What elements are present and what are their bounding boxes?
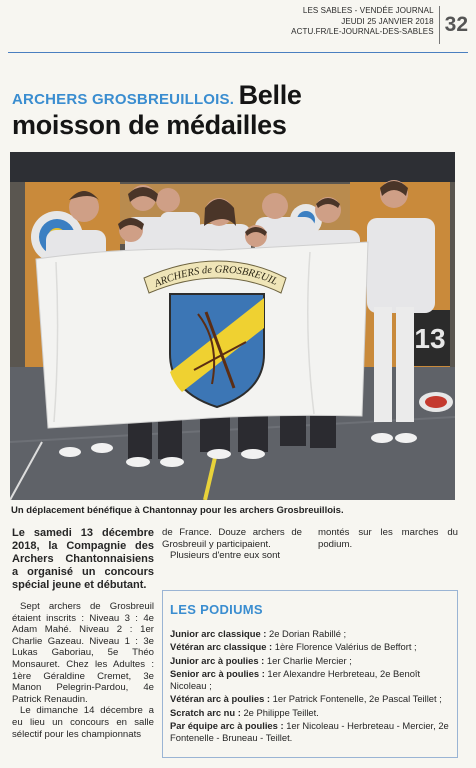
header-website: ACTU.FR/LE-JOURNAL-DES-SABLES [291, 27, 434, 37]
article-paragraph: Le dimanche 14 décembre a eu lieu un concours en salle sélectif pour les championnats [12, 705, 154, 740]
target-number: 13 [414, 323, 446, 354]
article-paragraph: de France. Douze archers de Grosbreuil y participaient. [162, 527, 302, 550]
header-date: JEUDI 25 JANVIER 2018 [341, 16, 434, 26]
header-rule [8, 52, 468, 53]
header-publication: LES SABLES - VENDÉE JOURNAL [302, 6, 434, 15]
podium-results: 2e Philippe Teillet. [240, 706, 319, 718]
podium-category: Par équipe arc à poulies : [170, 719, 284, 731]
podium-category: Vétéran arc à poulies : [170, 693, 271, 705]
article-paragraph: montés sur les marches du podium. [318, 527, 458, 550]
podium-category: Scratch arc nu : [170, 706, 241, 718]
podium-entry [170, 707, 451, 719]
podiums-list [170, 628, 451, 745]
podium-entry [170, 655, 451, 667]
podium-results: 1er Charlie Mercier ; [264, 654, 352, 666]
article-kicker: ARCHERS GROSBREUILLOIS. [12, 91, 235, 108]
podiums-box [162, 590, 458, 758]
podium-results: 1ère Florence Valérius de Beffort ; [272, 641, 417, 653]
podium-category: Vétéran arc classique : [170, 641, 273, 653]
article-lead: Le samedi 13 décembre 2018, la Compagnie des Archers Chantonnaisiens a organisé un concours spécial jeune et débutant. [12, 527, 154, 591]
podium-entry [170, 693, 451, 705]
podium-entry [170, 668, 451, 691]
article-paragraph: Plusieurs d'entre eux sont [170, 550, 281, 562]
flag-text-path: ARCHERS de GROSBREUIL [153, 264, 280, 290]
article-column-3 [318, 527, 458, 550]
podium-results: 2e Dorian Rabillé ; [266, 628, 347, 639]
podium-category: Junior arc classique : [170, 628, 267, 639]
podium-category: Senior arc à poulies : [170, 668, 265, 680]
podium-entry [170, 628, 451, 640]
podium-entry [170, 720, 451, 743]
article-column-2 [162, 527, 302, 562]
podium-results: 1er Alexandre Herbreteau, 2e Benoît Nicoleau ; [170, 668, 421, 691]
article-column-1 [12, 527, 154, 740]
article-paragraph: Sept archers de Grosbreuil étaient inscrits : Niveau 3 : 4e Adam Mahé. Niveau 2 : 1er Charlie Gazeau. Niveau 1 : 3e Lukas Gaboriau, 5e Théo Monsauret. Chez les Adultes : 1ère Géraldine Cremet, 3e Manon Pelegrin-Pardou, 4e Patrick Renaudin. [12, 601, 154, 705]
page-header [291, 6, 468, 44]
header-text [291, 6, 438, 44]
article-headline-end: moisson de médailles [12, 110, 287, 140]
podium-results: 1er Nicoleau - Herbreteau - Mercier, 2e Fontenelle - Bruneau - Teillet. [170, 719, 449, 743]
header-separator [439, 6, 440, 44]
podium-category: Junior arc à poulies : [170, 654, 265, 666]
page-number: 32 [444, 13, 468, 36]
photo-caption: Un déplacement bénéfique à Chantonnay pour les archers Grosbreuillois. [11, 505, 344, 516]
podium-entry [170, 641, 451, 653]
podium-results: 1er Patrick Fontenelle, 2e Pascal Teillet ; [270, 693, 442, 705]
club-flag [36, 242, 368, 428]
title-line-1 [12, 80, 302, 111]
article-photo [10, 152, 455, 500]
article-headline-start: Belle [238, 80, 302, 110]
podiums-title: LES PODIUMS [170, 602, 263, 617]
